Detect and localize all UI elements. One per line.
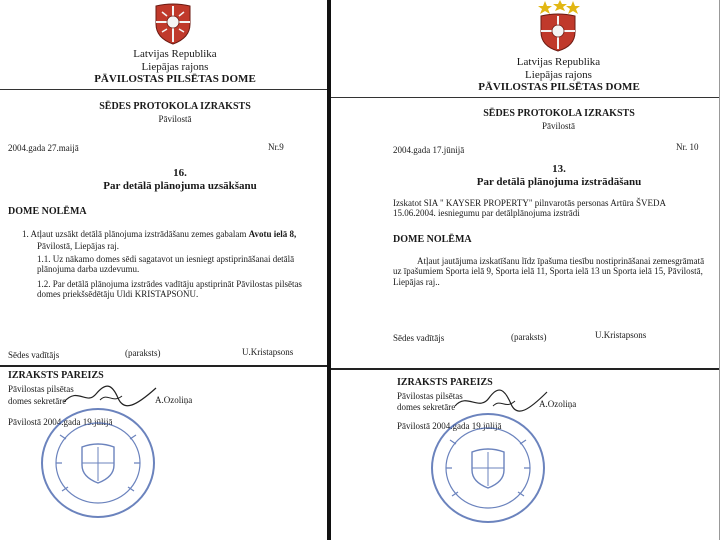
agenda-item-title: Par detālā plānojuma uzsākšanu [103,180,257,192]
decision-point-1-address: Avotu ielā 8, [248,229,297,239]
decision-point-1-1: 1.1. Uz nākamo domes sēdi sagatavot un iesniegt apstiprināšanai detālā plānojuma darba uzdevumu. [37,254,295,275]
decision-point-1 [22,229,296,239]
decision-label: DOME NOLĒMA [393,234,472,245]
decision-point-1-text: 1. Atļaut uzsākt detālā plānojuma izstrādāšanu zemes gabalam [22,229,247,239]
coat-of-arms-icon [531,0,585,52]
left-document-page [0,0,327,540]
council-name: PĀVILOSTAS PILSĒTAS DOME [94,73,256,85]
secretary-line-2: domes sekretāre [8,396,67,406]
secretary-line-1: Pāvilostas pilsētas [397,391,463,401]
decision-text: Atļaut jautājuma izskatīšanu līdz īpašuma tiesību nostiprināšanai zemesgrāmatā uz īpašumiem Sporta ielā 9, Sporta ielā 11, Sporta ielā 13 un Sporta ielā 15, Pāvilostā, Liepājas raj.. [393,256,705,287]
chair-label: Sēdes vadītājs [393,333,445,343]
secretary-line-2: domes sekretāre [397,402,456,412]
chair-name: U.Kristapsons [242,347,294,357]
certification-rule [331,368,720,370]
district-name: Liepājas rajons [525,69,592,81]
coat-of-arms-icon [150,2,196,46]
decision-label: DOME NOLĒMA [8,206,87,217]
document-place: Pāvilostā [158,114,192,124]
document-title: SĒDES PROTOKOLA IZRAKSTS [99,101,251,112]
right-document-page [331,0,720,540]
certification-rule [0,365,327,367]
header-rule [0,89,327,90]
secretary-name: A.Ozoliņa [539,399,577,409]
certification-date: Pāvilostā 2004.gada 19.jūlijā [397,421,502,431]
council-name: PĀVILOSTAS PILSĒTAS DOME [478,81,640,93]
document-title: SĒDES PROTOKOLA IZRAKSTS [483,108,635,119]
meeting-date: 2004.gada 17.jūnijā [393,145,465,155]
agenda-item-number: 16. [173,167,187,179]
protocol-number: Nr. 10 [676,142,699,152]
signature-note: (paraksts) [511,332,547,342]
secretary-line-1: Pāvilostas pilsētas [8,384,74,394]
header-rule [331,97,720,98]
certification-date: Pāvilostā 2004.gada 19.jūlijā [8,417,113,427]
chair-name: U.Kristapsons [595,330,647,340]
district-name: Liepājas rajons [141,61,209,73]
intro-text: Izskatot SIA " KAYSER PROPERTY" pilnvarotās personas Artūra ŠVEDA 15.06.2004. iesniegumu par detālplānojuma izstrādi [393,198,666,219]
signature-note: (paraksts) [125,348,161,358]
meeting-date: 2004.gada 27.maijā [8,143,79,153]
republic-name: Latvijas Republika [133,48,217,60]
decision-point-1-2: 1.2. Par detālā plānojuma izstrādes vadītāju apstiprināt Pāvilostas pilsētas domes priekšsēdētāju Uldi KRISTAPSONU. [37,279,302,300]
protocol-number: Nr.9 [268,142,284,152]
certified-label: IZRAKSTS PAREIZS [8,370,104,381]
chair-label: Sēdes vadītājs [8,350,60,360]
official-stamp-icon [38,405,158,521]
secretary-name: A.Ozoliņa [155,395,193,405]
decision-point-1-location: Pāvilostā, Liepājas raj. [37,241,119,251]
certified-label: IZRAKSTS PAREIZS [397,377,493,388]
official-stamp-icon [428,410,548,526]
agenda-item-title: Par detālā plānojuma izstrādāšanu [476,176,642,188]
document-place: Pāvilostā [542,121,575,131]
republic-name: Latvijas Republika [516,56,601,68]
agenda-item-number: 13. [552,163,566,175]
